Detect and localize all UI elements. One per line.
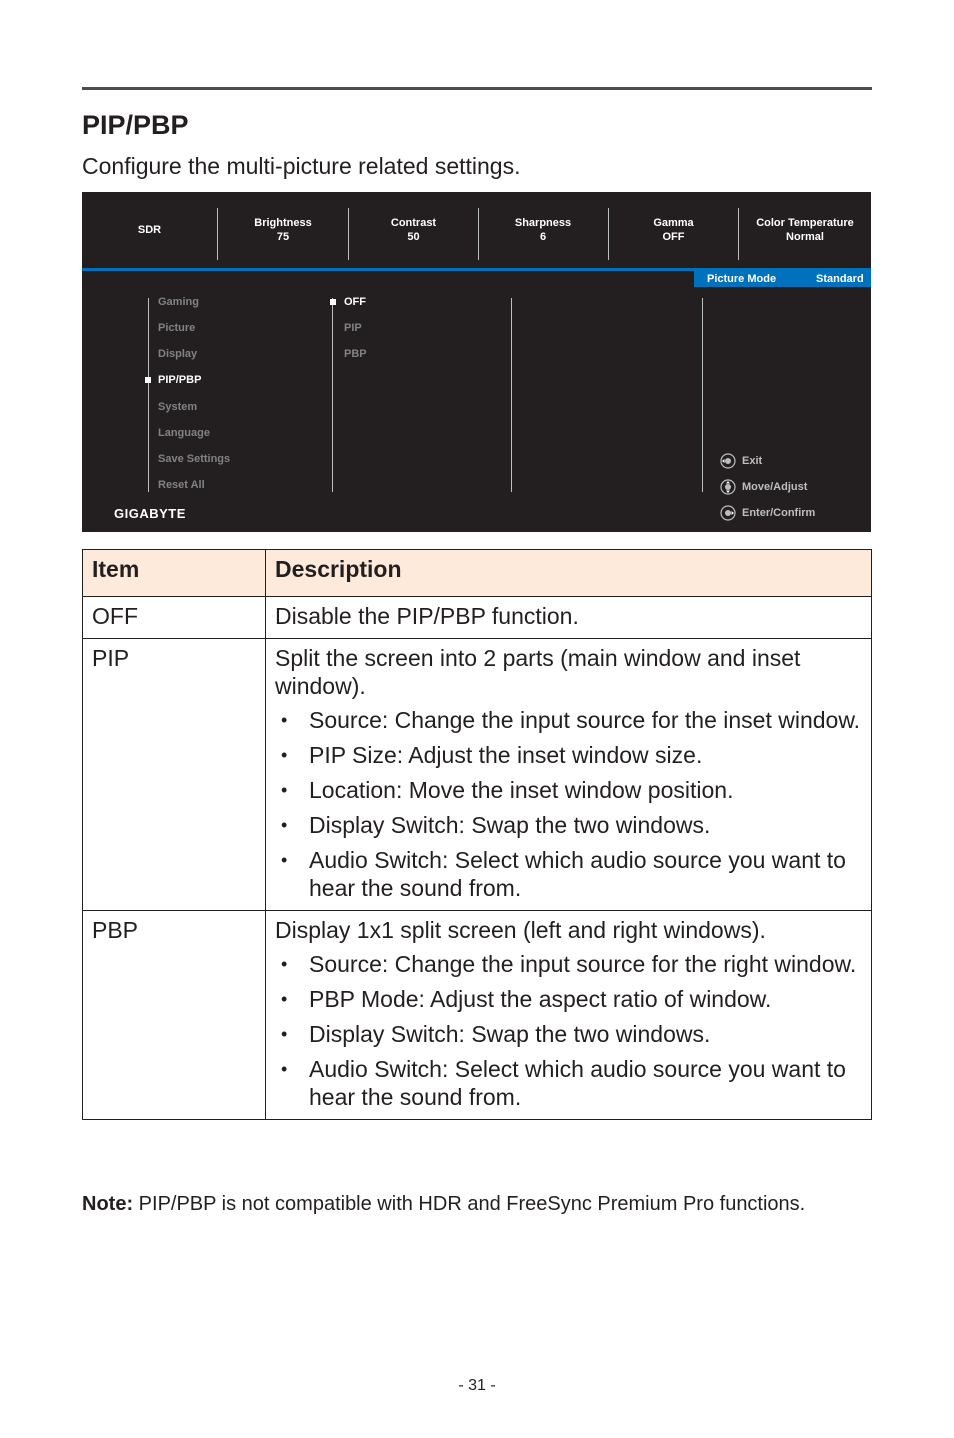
osd-submenu-item-off[interactable]: OFF xyxy=(344,296,366,308)
joystick-up-down-icon xyxy=(720,479,736,495)
header-rule xyxy=(82,87,872,90)
osd-top-item-contrast xyxy=(349,192,478,268)
joystick-right-icon xyxy=(720,505,736,521)
description-text: Split the screen into 2 parts (main window and inset window). xyxy=(275,645,801,699)
bullet-item: • Display Switch: Swap the two windows. xyxy=(275,811,862,839)
note-label: Note: xyxy=(82,1193,134,1215)
bullet-list xyxy=(275,706,862,902)
osd-top-label: Sharpness xyxy=(514,217,572,229)
osd-menu-item-picture[interactable]: Picture xyxy=(158,322,196,334)
bullet-item: • Display Switch: Swap the two windows. xyxy=(275,1020,862,1048)
bullet-item: • PIP Size: Adjust the inset window size. xyxy=(275,741,862,769)
osd-top-label: Gamma xyxy=(653,217,694,229)
bullet-list xyxy=(275,950,862,1111)
osd-menu-item-language[interactable]: Language xyxy=(158,427,210,439)
description-text: Disable the PIP/PBP function. xyxy=(275,603,579,629)
row-description xyxy=(266,911,872,1120)
bullet-item: • Source: Change the input source for the inset window. xyxy=(275,706,862,734)
osd-hint-exit xyxy=(720,453,762,469)
osd-submenu-item-pbp[interactable]: PBP xyxy=(344,348,367,360)
osd-top-item-color-temperature xyxy=(739,192,871,268)
row-description xyxy=(266,597,872,639)
table-header-row xyxy=(83,550,872,597)
osd-screenshot xyxy=(82,192,871,532)
osd-menu-item-display[interactable]: Display xyxy=(158,348,198,360)
page-number: - 31 - xyxy=(458,1377,496,1394)
page-subtitle: Configure the multi-picture related settings. xyxy=(82,153,521,179)
osd-hint-move-adjust xyxy=(720,479,807,495)
osd-top-value: 75 xyxy=(276,231,290,243)
header-description: Description xyxy=(266,550,872,597)
note xyxy=(82,1193,805,1216)
osd-selection-marker xyxy=(330,299,336,305)
bullet-item: • Source: Change the input source for the right window. xyxy=(275,950,862,978)
osd-menu-item-reset-all[interactable]: Reset All xyxy=(158,479,205,491)
hint-label: Move/Adjust xyxy=(742,481,808,493)
row-item: PIP xyxy=(83,639,266,911)
osd-selection-marker xyxy=(145,377,151,383)
osd-picture-mode-tab xyxy=(694,271,871,287)
row-description xyxy=(266,639,872,911)
bullet-item: • Audio Switch: Select which audio source you want to hear the sound from. xyxy=(275,846,862,902)
row-item: PBP xyxy=(83,911,266,1120)
description-text: Display 1x1 split screen (left and right windows). xyxy=(275,917,766,943)
table-row xyxy=(83,639,872,911)
osd-top-item-sharpness xyxy=(479,192,607,268)
joystick-left-icon xyxy=(720,453,736,469)
bullet-item: • Location: Move the inset window position. xyxy=(275,776,862,804)
bullet-item: • PBP Mode: Adjust the aspect ratio of window. xyxy=(275,985,862,1013)
osd-top-value: Normal xyxy=(786,231,824,243)
hint-label: Enter/Confirm xyxy=(742,507,816,519)
osd-menu-item-pip-pbp[interactable]: PIP/PBP xyxy=(158,374,202,386)
osd-top-item-gamma xyxy=(609,192,738,268)
osd-top-value: 50 xyxy=(407,231,420,243)
osd-column-line xyxy=(332,298,333,492)
osd-top-label: Color Temperature xyxy=(756,217,854,229)
osd-column-line xyxy=(511,298,512,492)
header-item: Item xyxy=(83,550,266,597)
picture-mode-value: Standard xyxy=(816,273,864,285)
description-table xyxy=(82,549,872,1120)
osd-top-value: OFF xyxy=(662,231,685,243)
osd-top-label: SDR xyxy=(137,224,162,236)
page-title: PIP/PBP xyxy=(82,110,189,140)
osd-menu-item-gaming[interactable]: Gaming xyxy=(158,296,199,308)
osd-menu-item-save-settings[interactable]: Save Settings xyxy=(158,453,231,465)
osd-top-label: Contrast xyxy=(390,217,437,229)
osd-column-line xyxy=(702,298,703,492)
table-row xyxy=(83,597,872,639)
gigabyte-logo: GIGABYTE xyxy=(114,506,186,521)
osd-top-bar xyxy=(82,192,871,268)
table-row xyxy=(83,911,872,1120)
picture-mode-label: Picture Mode xyxy=(707,273,777,285)
osd-menu-item-system[interactable]: System xyxy=(158,401,198,413)
osd-top-item-brightness xyxy=(218,192,348,268)
row-item: OFF xyxy=(83,597,266,639)
note-text: PIP/PBP is not compatible with HDR and FreeSync Premium Pro functions. xyxy=(133,1193,806,1215)
osd-top-item-sdr xyxy=(82,192,217,268)
hint-label: Exit xyxy=(742,455,763,467)
osd-column-line xyxy=(148,298,149,492)
osd-submenu-item-pip[interactable]: PIP xyxy=(344,322,362,334)
osd-top-label: Brightness xyxy=(254,217,312,229)
osd-top-value: 6 xyxy=(539,231,547,243)
osd-hint-enter-confirm xyxy=(720,505,815,521)
bullet-item: • Audio Switch: Select which audio source you want to hear the sound from. xyxy=(275,1055,862,1111)
